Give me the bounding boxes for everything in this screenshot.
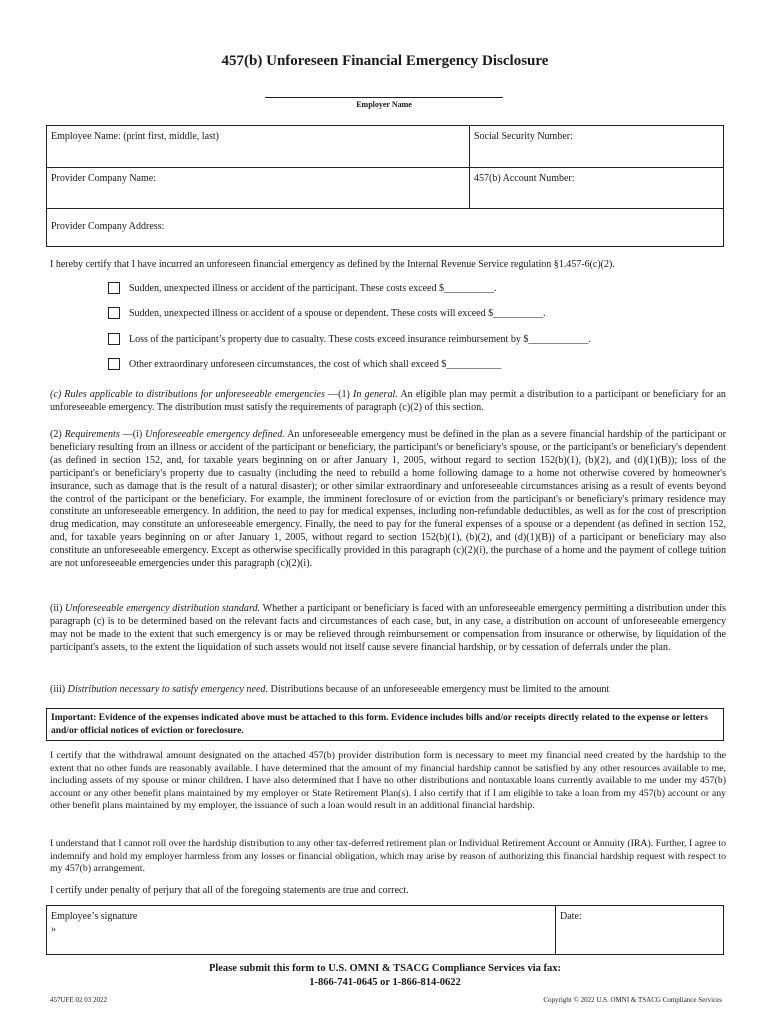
form-code: 457UFE 02 03 2022	[50, 996, 107, 1004]
option-label: Sudden, unexpected illness or accident of the participant. These costs exceed $__________.	[129, 282, 497, 294]
certify-statement: I hereby certify that I have incurred an unforeseen financial emergency as defined by the Internal Revenue Service regulation §1.457-6(c)(2).	[50, 259, 615, 270]
rules-ii-lead: (ii)	[50, 603, 66, 614]
employee-name-field[interactable]: Employee Name: (print first, middle, last)	[47, 126, 470, 167]
employer-name-line[interactable]	[265, 97, 503, 98]
option-label: Other extraordinary unforeseen circumstances, the cost of which shall exceed $___________	[129, 358, 502, 370]
checkbox-spouse-illness[interactable]	[108, 307, 120, 319]
rules-iii-lead: (iii)	[50, 684, 68, 695]
rollover-paragraph: I understand that I cannot roll over the hardship distribution to any other tax-deferred retirement plan or Individual Retirement Account or Annuity (IRA). Further, I agree to indemnify and hold my employer harmless from any losses or financial obligation, which may arise by reason of authorizing this financial hardship request with respect to my 457(b) arrangement.	[50, 838, 726, 874]
fax-numbers: 1-866-741-0645 or 1-866-814-0622	[309, 977, 461, 988]
checkbox-property-loss[interactable]	[108, 333, 120, 345]
option-spouse-illness	[108, 307, 546, 319]
rules-ii-heading: Unforeseeable emergency distribution standard.	[65, 603, 261, 614]
rules-c-heading: (c) Rules applicable to distributions for unforeseeable emergencies	[50, 389, 325, 400]
rules-iii-body: Distributions because of an unforeseeable emergency must be limited to the amount	[268, 684, 610, 695]
rules-paragraph-iii	[50, 684, 726, 697]
rules-ii-body: Whether a participant or beneficiary is faced with an unforeseeable emergency permitting a distribution under this paragraph (c) is to be determined based on the relevant facts and circumstances of each case, but, in any case, a distribution on account of unforeseeable emergency may not be made to the extent that such emergency is or may be relieved through reimbursement or compensation from insurance or otherwise, by liquidation of the participant's assets, to the extent the liquidation of such assets would not itself cause severe financial hardship, or by cessation of deferrals under the plan.	[50, 603, 726, 653]
form-title: 457(b) Unforeseen Financial Emergency Disclosure	[221, 53, 549, 69]
rules-paragraph-2	[50, 429, 726, 571]
signature-box	[46, 905, 724, 955]
row-name-ssn	[47, 126, 723, 167]
rules-iii-heading: Distribution necessary to satisfy emergency need.	[67, 684, 269, 695]
rules-c-subheading: In general.	[352, 389, 398, 400]
rules-paragraph-ii	[50, 603, 726, 655]
provider-address-field[interactable]: Provider Company Address:	[51, 221, 165, 232]
option-property-loss	[108, 333, 591, 345]
signature-marker: »	[51, 924, 56, 935]
rules-2-subheading: Unforeseeable emergency defined.	[145, 429, 285, 440]
option-label: Loss of the participant’s property due to casualty. These costs exceed insurance reimbursement by $____________.	[129, 333, 591, 345]
submit-instructions: Please submit this form to U.S. OMNI & TSACG Compliance Services via fax:	[208, 963, 562, 974]
rules-2-heading: Requirements	[64, 429, 120, 440]
provider-name-field[interactable]: Provider Company Name:	[47, 168, 470, 208]
date-field[interactable]: Date:	[560, 911, 582, 922]
copyright: Copyright © 2022 U.S. OMNI & TSACG Compliance Services	[543, 996, 722, 1004]
row-provider-address	[47, 208, 723, 246]
rules-2-mid: —(i)	[119, 429, 146, 440]
rules-c-mid: —(1)	[324, 389, 353, 400]
rules-2-lead: (2)	[50, 429, 65, 440]
certify-withdrawal-paragraph: I certify that the withdrawal amount designated on the attached 457(b) provider distribution form is necessary to meet my financial need created by the hardship to the extent that no other funds are reasonably available. I have determined that the amount of my financial hardship cannot be satisfied by any other resources available to me, including assets of my spouse or minor children. I have also determined that I have no other distributions and nontaxable loans currently available to me under my 457(b) account or any other benefit plans maintained by my employer or State Retirement Plan(s). I also certify that if I am eligible to take a loan from my 457(b) account or any other benefit plans maintained by my employer, the issuance of such a loan would result in an additional financial hardship.	[50, 750, 726, 811]
rules-2-body: An unforeseeable emergency must be defined in the plan as a severe financial hardship of the participant or beneficiary resulting from an illness or accident of the participant or beneficiary, the participant's or beneficiary's spouse, or the participant's or beneficiary's dependent (as defined in section 152, and, for taxable years beginning on or after January 1, 2005, without regard to section 152(b)(1), (b)(2), and (d)(1)(B)); loss of the participant's or beneficiary's property due to casualty (including the need to rebuild a home following damage to a home not otherwise covered by homeowner's insurance, such as damage that is the result of a natural disaster); or other similar extraordinary and unforeseeable circumstances arising as a result of events beyond the control of the participant or the beneficiary. For example, the imminent foreclosure of or eviction from the participant's or beneficiary's primary residence may constitute an unforeseeable emergency. In addition, the need to pay for medical expenses, including non-refundable deductibles, as well as for the cost of prescription drug medication, may constitute an unforeseeable emergency. Finally, the need to pay for the funeral expenses of a spouse or a dependent (as defined in section 152, and, for taxable years beginning on or after January 1, 2005, without regard to section 152(b)(1), (b)(2), and (d)(1)(B)) of a participant or beneficiary may also constitute an unforeseeable emergency. Except as otherwise specifically provided in this paragraph (c)(2)(i), the purchase of a home and the payment of college tuition are not unforeseeable emergencies under this paragraph (c)(2)(i).	[50, 429, 726, 570]
ssn-field[interactable]: Social Security Number:	[474, 131, 573, 142]
rules-c-body: An eligible plan may permit a distribution to a participant or beneficiary for an unforeseeable emergency. The distribution must satisfy the requirements of paragraph (c)(2) of this section.	[50, 389, 726, 413]
rules-paragraph-c	[50, 389, 726, 415]
important-notice: Important: Evidence of the expenses indicated above must be attached to this form. Evidence includes bills and/or receipts directly related to the expense or letters and/or official notices of eviction or foreclosure.	[46, 708, 724, 741]
option-label: Sudden, unexpected illness or accident of a spouse or dependent. These costs will exceed $__________.	[129, 307, 546, 319]
option-other	[108, 358, 501, 370]
employer-name-label: Employer Name	[356, 100, 412, 109]
checkbox-participant-illness[interactable]	[108, 282, 120, 294]
row-provider-account	[47, 167, 723, 208]
option-participant-illness	[108, 282, 497, 294]
checkbox-other[interactable]	[108, 358, 120, 370]
signature-label: Employee’s signature	[51, 911, 138, 922]
employee-signature-field[interactable]	[47, 906, 556, 954]
perjury-statement: I certify under penalty of perjury that all of the foregoing statements are true and correct.	[50, 885, 409, 896]
account-number-field[interactable]: 457(b) Account Number:	[474, 173, 575, 184]
employee-info-grid	[46, 125, 724, 247]
